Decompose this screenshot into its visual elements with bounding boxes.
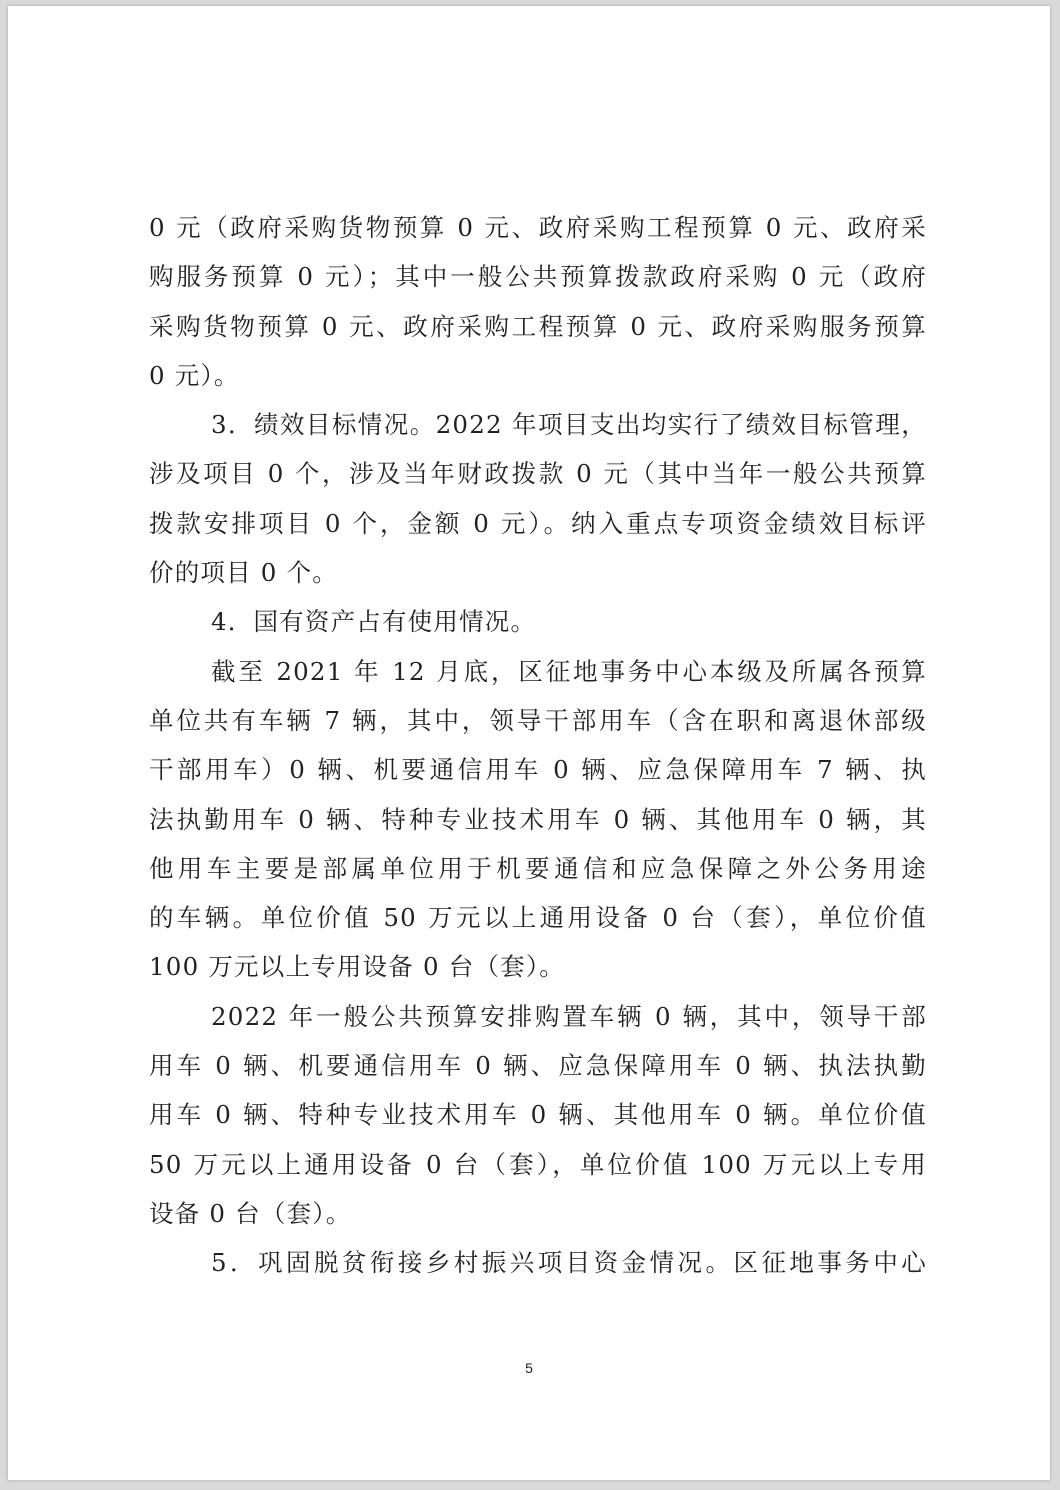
text-line: 他用车主要是部属单位用于机要通信和应急保障之外公务用途 xyxy=(149,853,927,883)
body-text xyxy=(149,203,927,1288)
text-line: 的车辆。单位价值 50 万元以上通用设备 0 台（套），单位价值 xyxy=(149,903,927,933)
text-line: 采购货物预算 0 元、政府采购工程预算 0 元、政府采购服务预算 xyxy=(149,311,927,341)
text-line: 用车 0 辆、特种专业技术用车 0 辆、其他用车 0 辆。单位价值 xyxy=(149,1100,927,1130)
text-line: 购服务预算 0 元）；其中一般公共预算拨款政府采购 0 元（政府 xyxy=(149,262,927,292)
text-line: 2022 年一般公共预算安排购置车辆 0 辆，其中，领导干部 xyxy=(211,1001,927,1031)
document-page xyxy=(8,6,1050,1480)
text-line: 价的项目 0 个。 xyxy=(149,558,338,588)
text-line: 100 万元以上专用设备 0 台（套）。 xyxy=(149,952,565,982)
text-line: 涉及项目 0 个，涉及当年财政拨款 0 元（其中当年一般公共预算 xyxy=(149,459,927,489)
text-line: 截至 2021 年 12 月底，区征地事务中心本级及所属各预算 xyxy=(211,656,927,686)
text-line: 0 元（政府采购货物预算 0 元、政府采购工程预算 0 元、政府采 xyxy=(149,213,927,242)
text-line: 50 万元以上通用设备 0 台（套），单位价值 100 万元以上专用 xyxy=(149,1149,927,1179)
text-line: 3．绩效目标情况。2022 年项目支出均实行了绩效目标管理， xyxy=(211,410,927,440)
text-line: 单位共有车辆 7 辆，其中，领导干部用车（含在职和离退休部级 xyxy=(149,705,927,735)
text-line: 干部用车）0 辆、机要通信用车 0 辆、应急保障用车 7 辆、执 xyxy=(149,755,927,785)
text-line: 用车 0 辆、机要通信用车 0 辆、应急保障用车 0 辆、执法执勤 xyxy=(149,1051,927,1081)
page-number: 5 xyxy=(525,1360,533,1376)
text-line: 4．国有资产占有使用情况。 xyxy=(211,607,537,637)
text-line: 0 元）。 xyxy=(149,360,240,390)
text-line: 法执勤用车 0 辆、特种专业技术用车 0 辆、其他用车 0 辆，其 xyxy=(149,804,927,834)
text-line: 拨款安排项目 0 个，金额 0 元）。纳入重点专项资金绩效目标评 xyxy=(149,508,927,538)
text-line: 5．巩固脱贫衔接乡村振兴项目资金情况。区征地事务中心 xyxy=(211,1248,927,1278)
text-line: 设备 0 台（套）。 xyxy=(149,1198,352,1228)
